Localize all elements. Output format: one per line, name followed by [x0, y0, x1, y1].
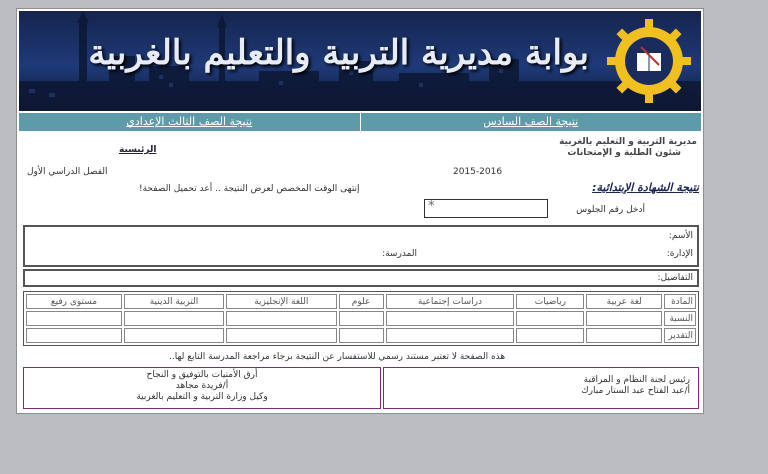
banner-title: بوابة مديرية التربية والتعليم بالغربية [88, 33, 589, 73]
home-link[interactable]: الرئيسية [119, 145, 157, 155]
sig-wishes: أرق الأمنيات بالتوفيق و النجاح [146, 370, 258, 380]
grades-grade-row [26, 328, 696, 343]
table-cell [386, 311, 515, 326]
tab-third-prep-result[interactable]: نتيجة الصف الثالث الإعدادي [126, 115, 253, 128]
right-signature-box [23, 367, 381, 409]
table-cell [586, 328, 662, 343]
table-cell [386, 328, 515, 343]
col-arabic: لغة عربية [586, 294, 662, 309]
details-label: التفاصيل: [657, 273, 693, 283]
required-marker: * [428, 199, 435, 214]
table-cell [226, 328, 336, 343]
student-info-box [23, 225, 699, 267]
table-cell [339, 328, 384, 343]
col-religion: التربية الدينية [124, 294, 224, 309]
grades-table [23, 291, 699, 346]
student-admin-label: الإدارة: [666, 249, 693, 259]
section-title: نتيجة الشهادة الإبتدائية: [592, 181, 699, 194]
col-math: رياضيات [516, 294, 584, 309]
table-cell [516, 311, 584, 326]
table-cell [516, 328, 584, 343]
seat-number-label: أدخل رقم الجلوس [576, 205, 645, 215]
row-percentage-label: النسبة [664, 311, 696, 326]
student-school-label: المدرسة: [382, 249, 417, 259]
sig-title-undersecretary: وكيل وزارة التربية و التعليم بالغربية [136, 392, 268, 402]
seat-number-input[interactable] [424, 199, 548, 218]
header-banner [19, 11, 701, 111]
details-box [23, 269, 699, 287]
col-english: اللغة الإنجليزية [226, 294, 336, 309]
sig-committee-head: رئيس لجنة النظام و المراقبة [583, 375, 690, 385]
row-grade-label: التقدير [664, 328, 696, 343]
disclaimer-text: هذه الصفحة لا تعتبر مستند رسمي للاستفسار عن النتيجة برجاء مراجعة المدرسة التابع لها.. [169, 352, 506, 362]
result-nav-bar [19, 113, 701, 131]
col-subject: المادة [664, 294, 696, 309]
table-cell [26, 311, 122, 326]
table-cell [586, 311, 662, 326]
tab-sixth-grade-result[interactable]: نتيجة الصف السادس [360, 113, 702, 131]
org-department: شئون الطلبة و الإمتحانات [567, 148, 681, 158]
table-cell [26, 328, 122, 343]
grades-header-row [26, 294, 696, 309]
col-high-level: مستوى رفيع [26, 294, 122, 309]
table-cell [124, 328, 224, 343]
sig-name-farida: أ/فريدة مجاهد [175, 381, 229, 391]
student-name-label: الأسم: [668, 231, 693, 241]
table-cell [339, 311, 384, 326]
academic-year: 2015-2016 [453, 167, 503, 177]
col-social-studies: دراسات إجتماعية [386, 294, 515, 309]
timeout-notice: إنتهى الوقت المخصص لعرض النتيجة .. أعد تحميل الصفحة! [139, 184, 360, 194]
term-label: الفصل الدراسي الأول [27, 167, 108, 177]
left-signature-box [383, 367, 699, 409]
table-cell [226, 311, 336, 326]
org-name: مديرية التربية و التعليم بالغربية [559, 137, 697, 147]
sig-name-abdelfattah: أ/عبد الفتاح عبد الستار مبارك [581, 386, 690, 396]
directorate-gear-logo-icon [605, 17, 693, 105]
grades-percentage-row [26, 311, 696, 326]
table-cell [124, 311, 224, 326]
result-page [16, 8, 704, 414]
col-science: علوم [339, 294, 384, 309]
